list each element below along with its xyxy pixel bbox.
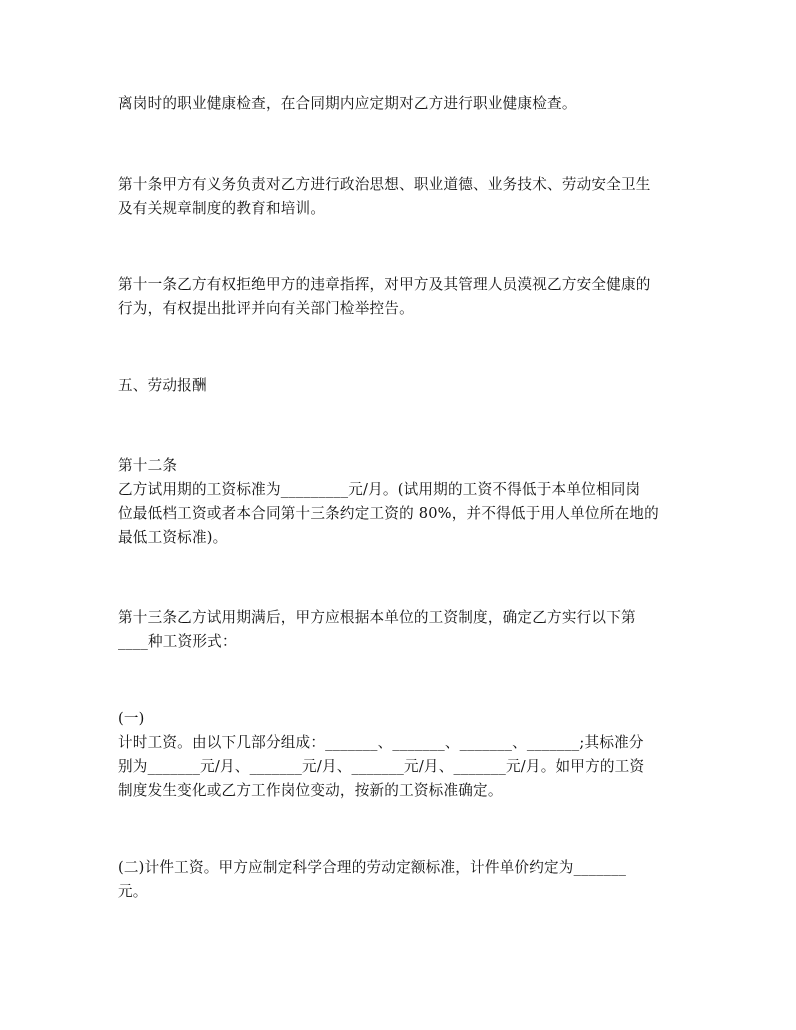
- text-line: (一): [118, 710, 145, 727]
- text-line: (二)计件工资。甲方应制定科学合理的劳动定额标准，计件单价约定为_______: [118, 859, 627, 876]
- text-line: 行为，有权提出批评并向有关部门检举控告。: [118, 300, 414, 317]
- text-line: 计时工资。由以下几部分组成：_______、_______、_______、_______;其标准分: [118, 734, 644, 751]
- text-line: 及有关规章制度的教育和培训。: [118, 200, 326, 217]
- text-line: 乙方试用期的工资标准为_________元/月。(试用期的工资不得低于本单位相同岗: [118, 481, 641, 498]
- text-line: ____种工资形式：: [118, 633, 237, 650]
- text-line: 离岗时的职业健康检查，在合同期内应定期对乙方进行职业健康检查。: [118, 95, 577, 112]
- text-line: 元。: [118, 883, 148, 900]
- text-line: 第十一条乙方有权拒绝甲方的违章指挥，对甲方及其管理人员漠视乙方安全健康的: [118, 276, 651, 293]
- text-line: 第十二条: [118, 457, 178, 474]
- text-line: 位最低档工资或者本合同第十三条约定工资的 80%，并不得低于用人单位所在地的: [118, 505, 659, 522]
- text-line: 最低工资标准)。: [118, 529, 228, 546]
- text-line: 制度发生变化或乙方工作岗位变动，按新的工资标准确定。: [118, 782, 503, 799]
- section-heading: 五、劳动报酬: [118, 377, 207, 394]
- text-line: 第十条甲方有义务负责对乙方进行政治思想、职业道德、业务技术、劳动安全卫生: [118, 176, 651, 193]
- text-line: 别为_______元/月、_______元/月、_______元/月、_______元/月。如甲方的工资: [118, 758, 645, 775]
- text-line: 第十三条乙方试用期满后，甲方应根据本单位的工资制度，确定乙方实行以下第: [118, 609, 636, 626]
